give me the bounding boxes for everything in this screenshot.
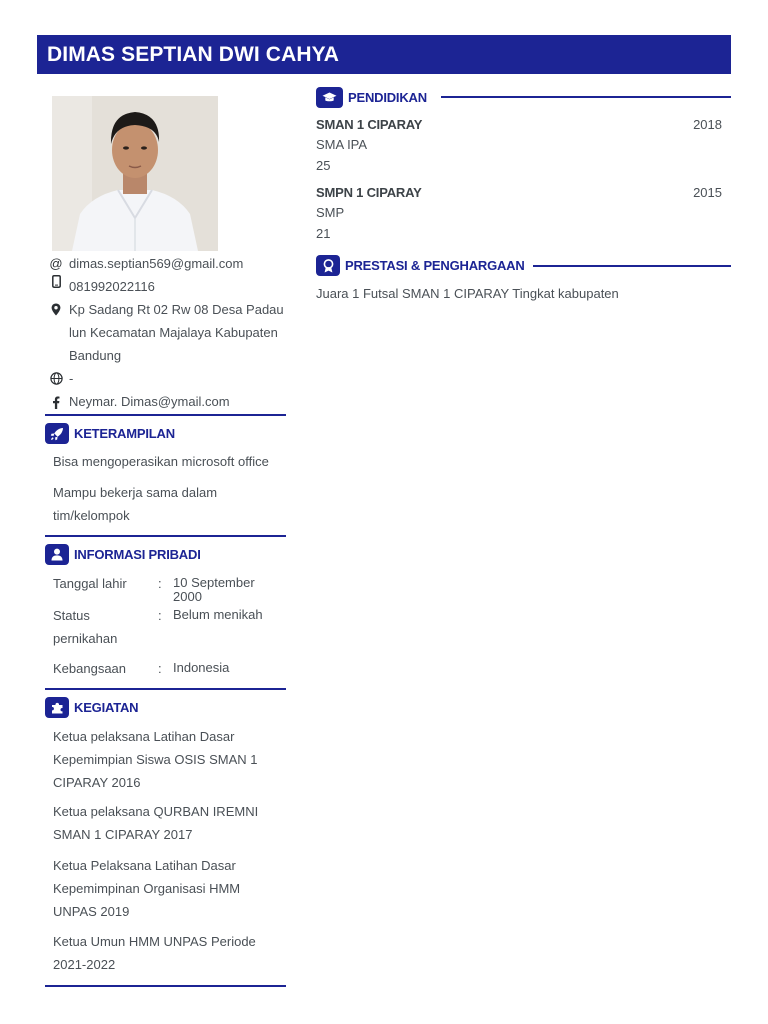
- divider: [45, 985, 286, 987]
- award-ribbon-icon: [316, 255, 340, 276]
- activities-title: KEGIATAN: [74, 700, 139, 715]
- education-year: 2015: [693, 185, 722, 200]
- education-section-header: [316, 87, 427, 108]
- info-label: Status pernikahan: [53, 608, 118, 646]
- location-pin-icon: [46, 298, 66, 367]
- contact-address-row: [46, 298, 288, 367]
- personal-info-title: INFORMASI PRIBADI: [74, 547, 201, 562]
- divider: [441, 96, 731, 98]
- info-separator: :: [158, 608, 162, 623]
- user-icon: [45, 544, 69, 565]
- divider: [45, 414, 286, 416]
- info-label: Tanggal lahir: [53, 576, 127, 591]
- skills-title: KETERAMPILAN: [74, 426, 175, 441]
- education-major: SMA IPA: [316, 137, 368, 152]
- education-major: SMP: [316, 205, 345, 220]
- education-school: SMAN 1 CIPARAY: [316, 117, 423, 132]
- activity-item: Ketua pelaksana QURBAN IREMNI SMAN 1 CIPARAY 2017: [53, 804, 259, 842]
- profile-photo: [52, 96, 218, 251]
- facebook-icon: [46, 390, 66, 413]
- graduation-cap-icon: [316, 87, 343, 108]
- activity-item: Ketua Pelaksana Latihan Dasar Kepemimpinan Organisasi HMM UNPAS 2019: [53, 858, 241, 919]
- globe-icon: [46, 367, 66, 390]
- contact-email: dimas.septian569@gmail.com: [69, 256, 244, 271]
- divider: [45, 535, 286, 537]
- info-value: 10 September 2000: [173, 575, 255, 604]
- contact-phone: 081992022116: [69, 279, 155, 294]
- skills-section-header: [45, 423, 175, 444]
- at-sign-icon: @: [49, 256, 63, 271]
- education-title: PENDIDIKAN: [348, 90, 427, 105]
- divider: [533, 265, 731, 267]
- activities-section-header: [45, 697, 138, 718]
- info-separator: :: [158, 661, 162, 676]
- skill-item: Mampu bekerja sama dalam tim/kelompok: [53, 485, 218, 523]
- resume-name-header: DIMAS SEPTIAN DWI CAHYA: [37, 35, 731, 74]
- contact-address: Kp Sadang Rt 02 Rw 08 Desa Padau lun Kecamatan Majalaya Kabupaten Bandung: [69, 302, 284, 363]
- contact-website: -: [69, 371, 74, 386]
- activity-item: Ketua Umun HMM UNPAS Periode 2021-2022: [53, 934, 256, 972]
- contact-facebook-row: [46, 390, 288, 413]
- achievements-section-header: [316, 255, 525, 276]
- personal-info-section-header: [45, 544, 201, 565]
- contact-phone-row: [46, 275, 288, 298]
- activity-item: Ketua pelaksana Latihan Dasar Kepemimpian Siswa OSIS SMAN 1 CIPARAY 2016: [53, 729, 258, 790]
- achievements-title: PRESTASI & PENGHARGAAN: [345, 258, 525, 273]
- education-score: 21: [316, 226, 331, 241]
- contact-website-row: [46, 367, 288, 390]
- divider: [45, 688, 286, 690]
- education-year: 2018: [693, 117, 722, 132]
- rocket-icon: [45, 423, 69, 444]
- puzzle-icon: [45, 697, 69, 718]
- info-value: Indonesia: [173, 660, 230, 675]
- contact-facebook: Neymar. Dimas@ymail.com: [69, 394, 230, 409]
- education-school: SMPN 1 CIPARAY: [316, 185, 422, 200]
- achievement-item: Juara 1 Futsal SMAN 1 CIPARAY Tingkat kabupaten: [316, 286, 619, 301]
- education-score: 25: [316, 158, 331, 173]
- contact-email-row: [46, 252, 288, 275]
- mobile-phone-icon: [46, 275, 66, 298]
- skill-item: Bisa mengoperasikan microsoft office: [53, 454, 269, 469]
- info-label: Kebangsaan: [53, 661, 127, 676]
- info-separator: :: [158, 576, 162, 591]
- info-value: Belum menikah: [173, 607, 263, 622]
